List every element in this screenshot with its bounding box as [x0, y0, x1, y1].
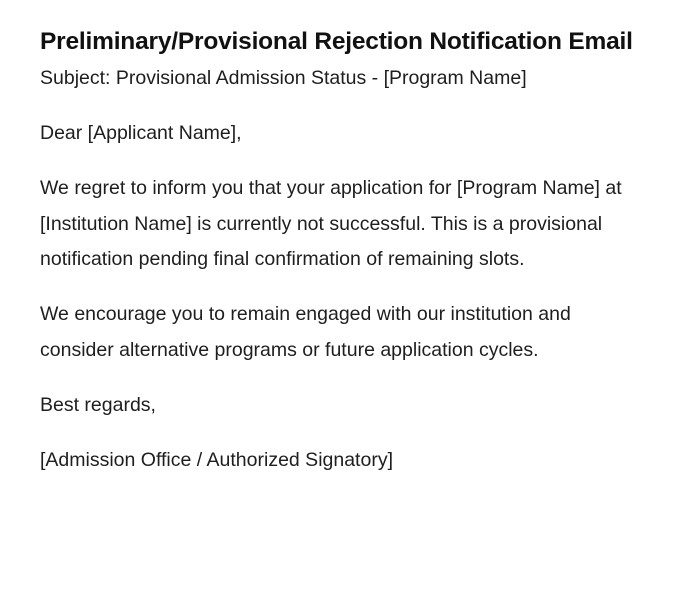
email-body-paragraph-2: We encourage you to remain engaged with our institution and consider alternative programs or future application cycles.: [40, 303, 571, 361]
email-template-document: [40, 20, 640, 478]
email-greeting: Dear [Applicant Name],: [40, 122, 242, 144]
email-body-paragraph-1: We regret to inform you that your application for [Program Name] at [Institution Name] is currently not successful. This is a provisional notification pending final confirmation of remaining slots.: [40, 177, 622, 270]
document-title: Preliminary/Provisional Rejection Notification Email: [40, 28, 633, 55]
email-subject-line: Subject: Provisional Admission Status - [Program Name]: [40, 67, 527, 89]
email-closing: Best regards,: [40, 393, 156, 416]
email-signature: [Admission Office / Authorized Signatory]: [40, 448, 393, 471]
